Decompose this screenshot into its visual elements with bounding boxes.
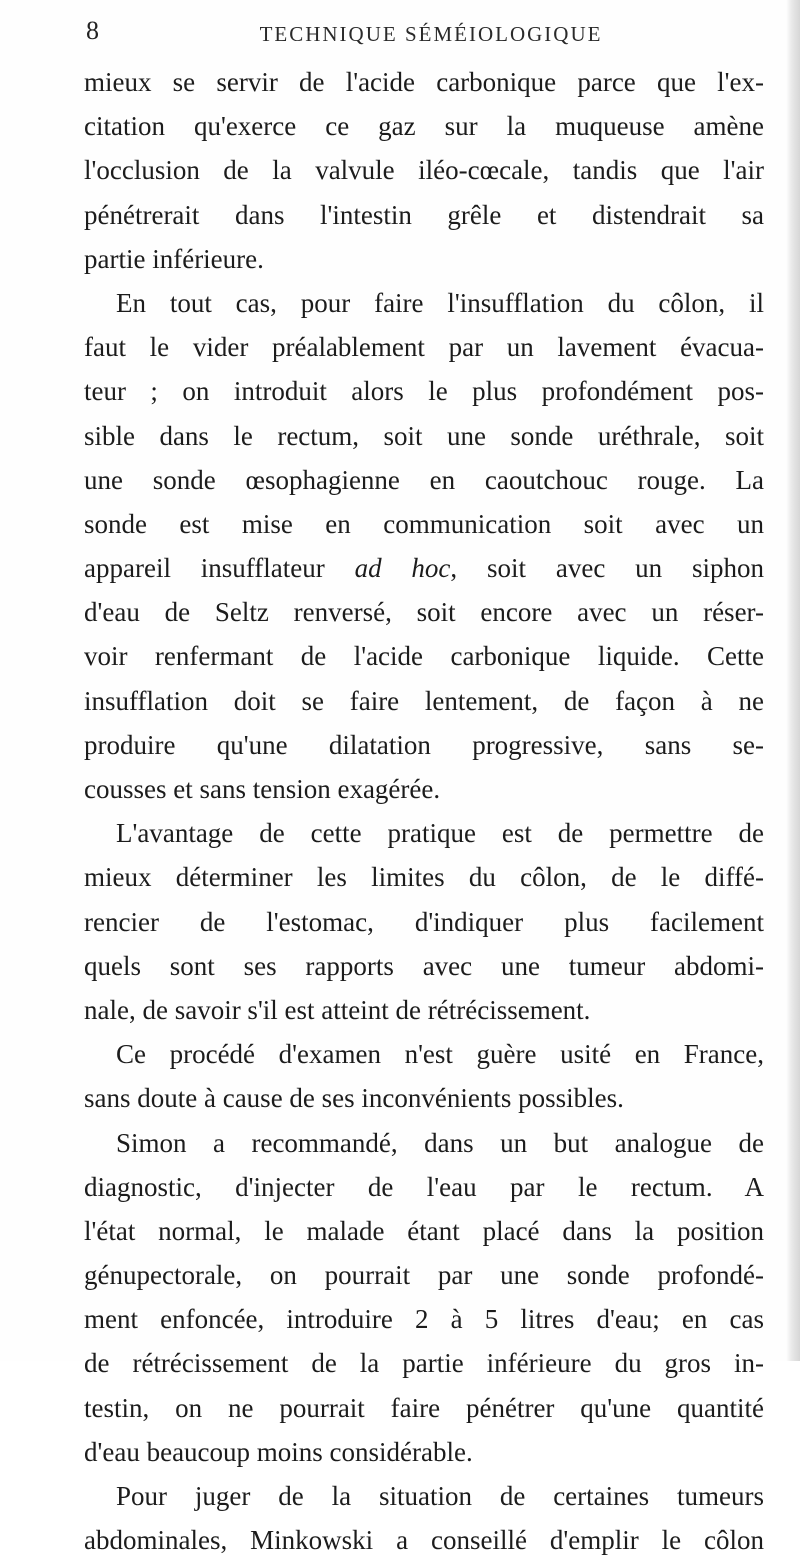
text-line: insufflation doit se faire lentement, de façon à ne (84, 685, 764, 716)
text-line: cousses et sans tension exagérée. (84, 774, 441, 804)
text-line: Simon a recommandé, dans un but analogue de (116, 1127, 764, 1158)
text-line: de rétrécissement de la partie inférieure du gros in- (84, 1348, 764, 1379)
text-line: sans doute à cause de ses inconvénients possibles. (84, 1083, 624, 1114)
text-line: mieux déterminer les limites du côlon, de le diffé- (84, 862, 764, 893)
text-line: l'état normal, le malade étant placé dans la position (84, 1215, 764, 1246)
text-line: teur ; on introduit alors le plus profondément pos- (84, 376, 764, 407)
text-segment: , soit avec un siphon (450, 553, 764, 584)
text-line: diagnostic, d'injecter de l'eau par le rectum. A (84, 1171, 764, 1202)
text-line: l'occlusion de la valvule iléo-cœcale, tandis que l'air (84, 155, 764, 186)
page-number: 8 (86, 16, 99, 45)
text-line: rencier de l'estomac, d'indiquer plus facilement (84, 906, 764, 937)
text-line: testin, on ne pourrait faire pénétrer qu'une quantité (84, 1392, 764, 1423)
text-line: L'avantage de cette pratique est de permettre de (116, 818, 764, 849)
text-line: quels sont ses rapports avec une tumeur abdomi- (84, 950, 764, 981)
text-line: une sonde œsophagienne en caoutchouc rouge. La (84, 464, 764, 495)
text-line: partie inférieure. (84, 243, 264, 274)
text-line: faut le vider préalablement par un lavement évacua- (84, 332, 764, 363)
text-line: d'eau beaucoup moins considérable. (84, 1436, 473, 1467)
text-line: En tout cas, pour faire l'insufflation du côlon, il (116, 287, 764, 318)
body-text (84, 60, 764, 1562)
text-line: mieux se servir de l'acide carbonique parce que l'ex- (84, 67, 764, 97)
text-line: Pour juger de la situation de certaines tumeurs (116, 1481, 764, 1511)
text-line: d'eau de Seltz renversé, soit encore avec un réser- (84, 597, 764, 628)
text-line: abdominales, Minkowski a conseillé d'emplir le côlon (84, 1525, 764, 1556)
page-header (86, 14, 776, 54)
running-title: TECHNIQUE SÉMÉIOLOGIQUE (259, 22, 603, 46)
text-line: sible dans le rectum, soit une sonde uréthrale, soit (84, 420, 764, 451)
text-segment: appareil insufflateur (84, 553, 325, 584)
text-line: nale, de savoir s'il est atteint de rétrécissement. (84, 994, 591, 1025)
text-line: citation qu'exerce ce gaz sur la muqueuse amène (84, 111, 764, 142)
page-edge-shadow (786, 0, 800, 1361)
text-line: voir renfermant de l'acide carbonique liquide. Cette (84, 641, 764, 672)
latin-term: ad hoc (354, 553, 451, 584)
text-line: produire qu'une dilatation progressive, sans se- (84, 729, 764, 760)
text-line: pénétrerait dans l'intestin grêle et distendrait sa (84, 199, 764, 230)
text-line: génupectorale, on pourrait par une sonde profondé- (84, 1260, 764, 1291)
text-line: ment enfoncée, introduire 2 à 5 litres d'eau; en cas (84, 1304, 764, 1335)
text-line: Ce procédé d'examen n'est guère usité en France, (116, 1039, 764, 1070)
text-line (84, 546, 764, 590)
text-line: sonde est mise en communication soit avec un (84, 508, 764, 539)
